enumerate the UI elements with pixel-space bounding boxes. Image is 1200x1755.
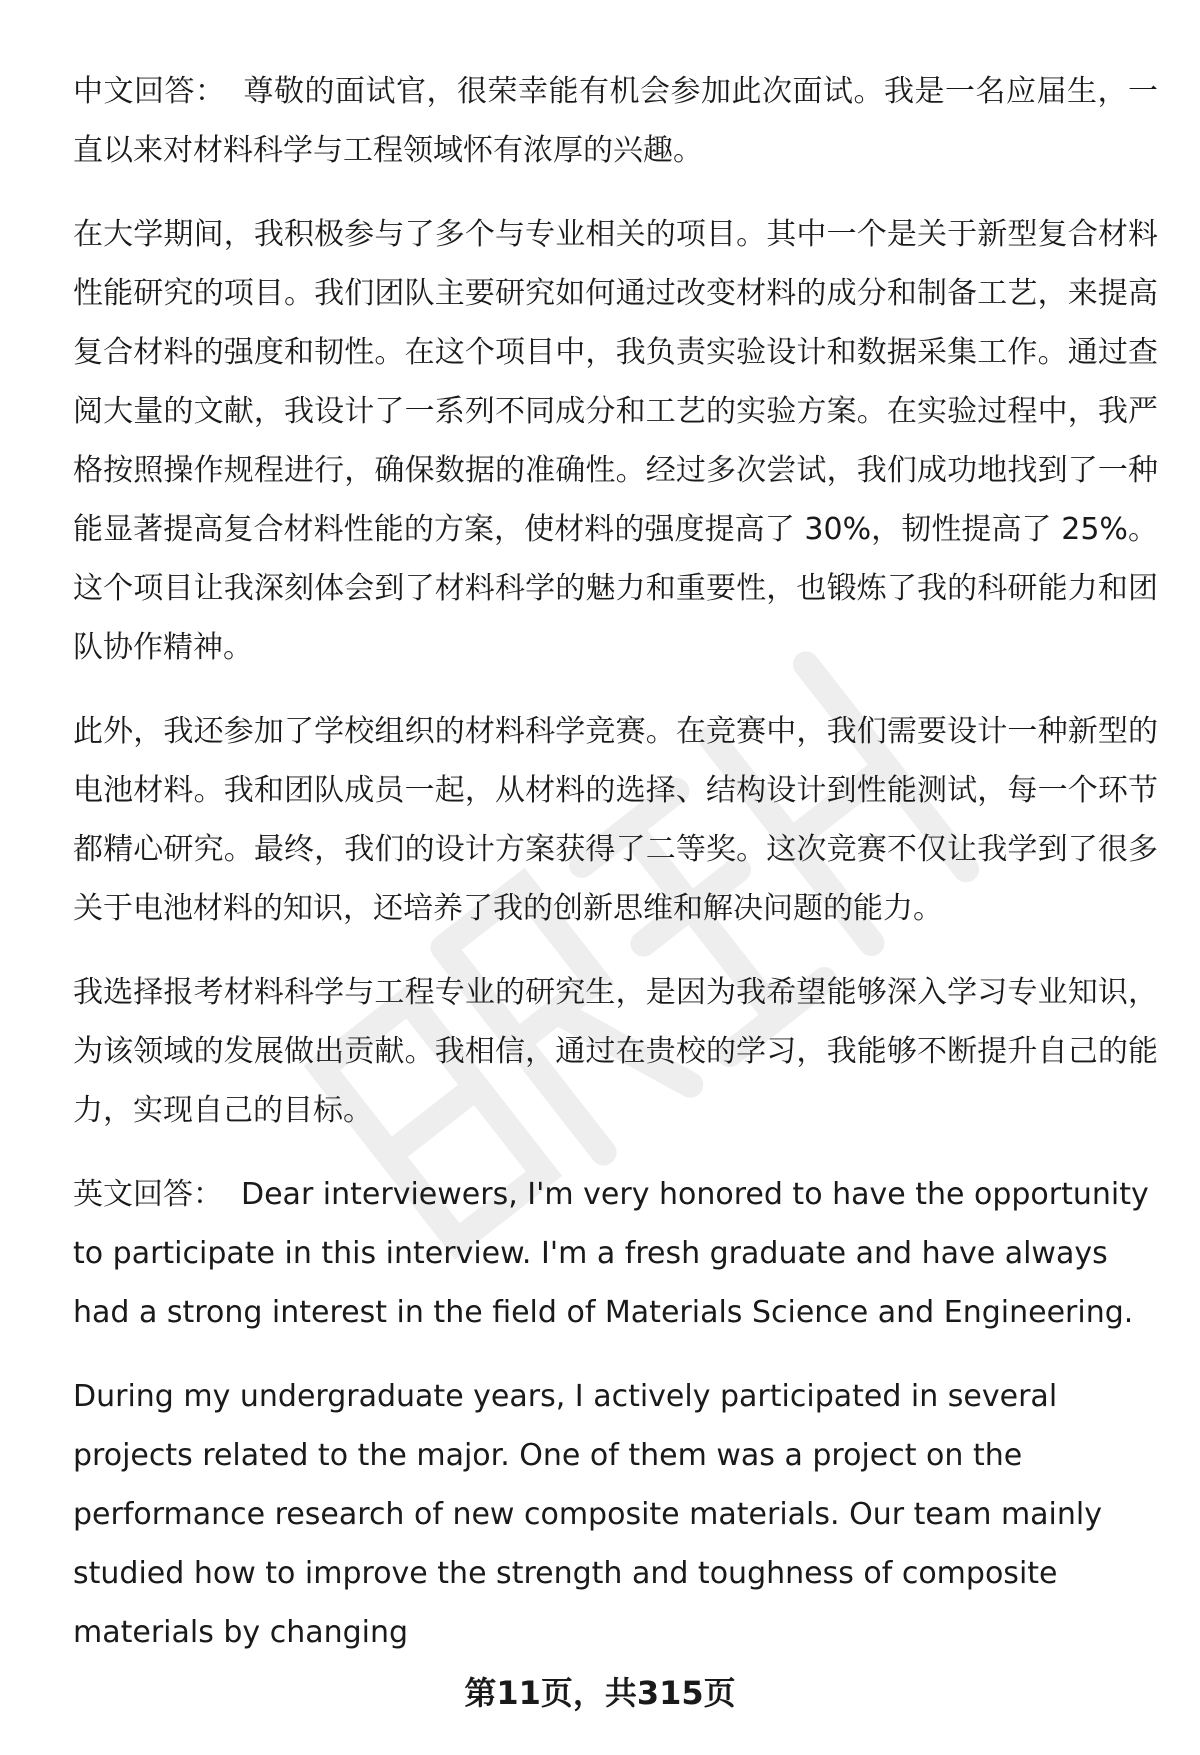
chinese-answer-label: 中文回答： [73,74,226,109]
paragraph-competition-experience [73,702,1158,938]
paragraph-text: 此外，我还参加了学校组织的材料科学竞赛。在竞赛中，我们需要设计一种新型的电池材料。我和团队成员一起，从材料的选择、结构设计到性能测试，每一个环节都精心研究。最终，我们的设计方案获得了二等奖。这次竞赛不仅让我学到了很多关于电池材料的知识，还培养了我的创新思维和解决问题的能力。 [73,714,1158,926]
paragraph-project-experience [73,205,1158,677]
document-body [73,62,1158,1687]
paragraph-text: During my undergraduate years, I actively participated in several projects related to the major. One of them was a project on the performance research of new composite materials. Our team mainly studied how to improve the strength and toughness of composite materials by changing [73,1379,1102,1650]
paragraph-text: 尊敬的面试官，很荣幸能有机会参加此次面试。我是一名应届生，一直以来对材料科学与工程领域怀有浓厚的兴趣。 [73,74,1158,168]
paragraph-motivation [73,963,1158,1140]
paragraph-text: 我选择报考材料科学与工程专业的研究生，是因为我希望能够深入学习专业知识，为该领域的发展做出贡献。我相信，通过在贵校的学习，我能够不断提升自己的能力，实现自己的目标。 [73,975,1158,1128]
page-number-footer: 第11页，共315页 [464,1674,736,1712]
english-answer-label: 英文回答： [73,1177,223,1212]
paragraph-text: 在大学期间，我积极参与了多个与专业相关的项目。其中一个是关于新型复合材料性能研究的项目。我们团队主要研究如何通过改变材料的成分和制备工艺，来提高复合材料的强度和韧性。在这个项目中，我负责实验设计和数据采集工作。通过查阅大量的文献，我设计了一系列不同成分和工艺的实验方案。在实验过程中，我严格按照操作规程进行，确保数据的准确性。经过多次尝试，我们成功地找到了一种能显著提高复合材料性能的方案，使材料的强度提高了 30%，韧性提高了 25%。这个项目让我深刻体会到了材料科学的魅力和重要性，也锻炼了我的科研能力和团队协作精神。 [73,217,1158,665]
paragraph-english-project-experience [73,1367,1158,1662]
paragraph-text: Dear interviewers, I'm very honored to have the opportunity to participate in this interview. I'm a fresh graduate and have always had a strong interest in the field of Materials Science and Engineering. [73,1177,1149,1330]
paragraph-chinese-answer-intro [73,62,1158,180]
paragraph-english-answer-intro [73,1165,1158,1342]
